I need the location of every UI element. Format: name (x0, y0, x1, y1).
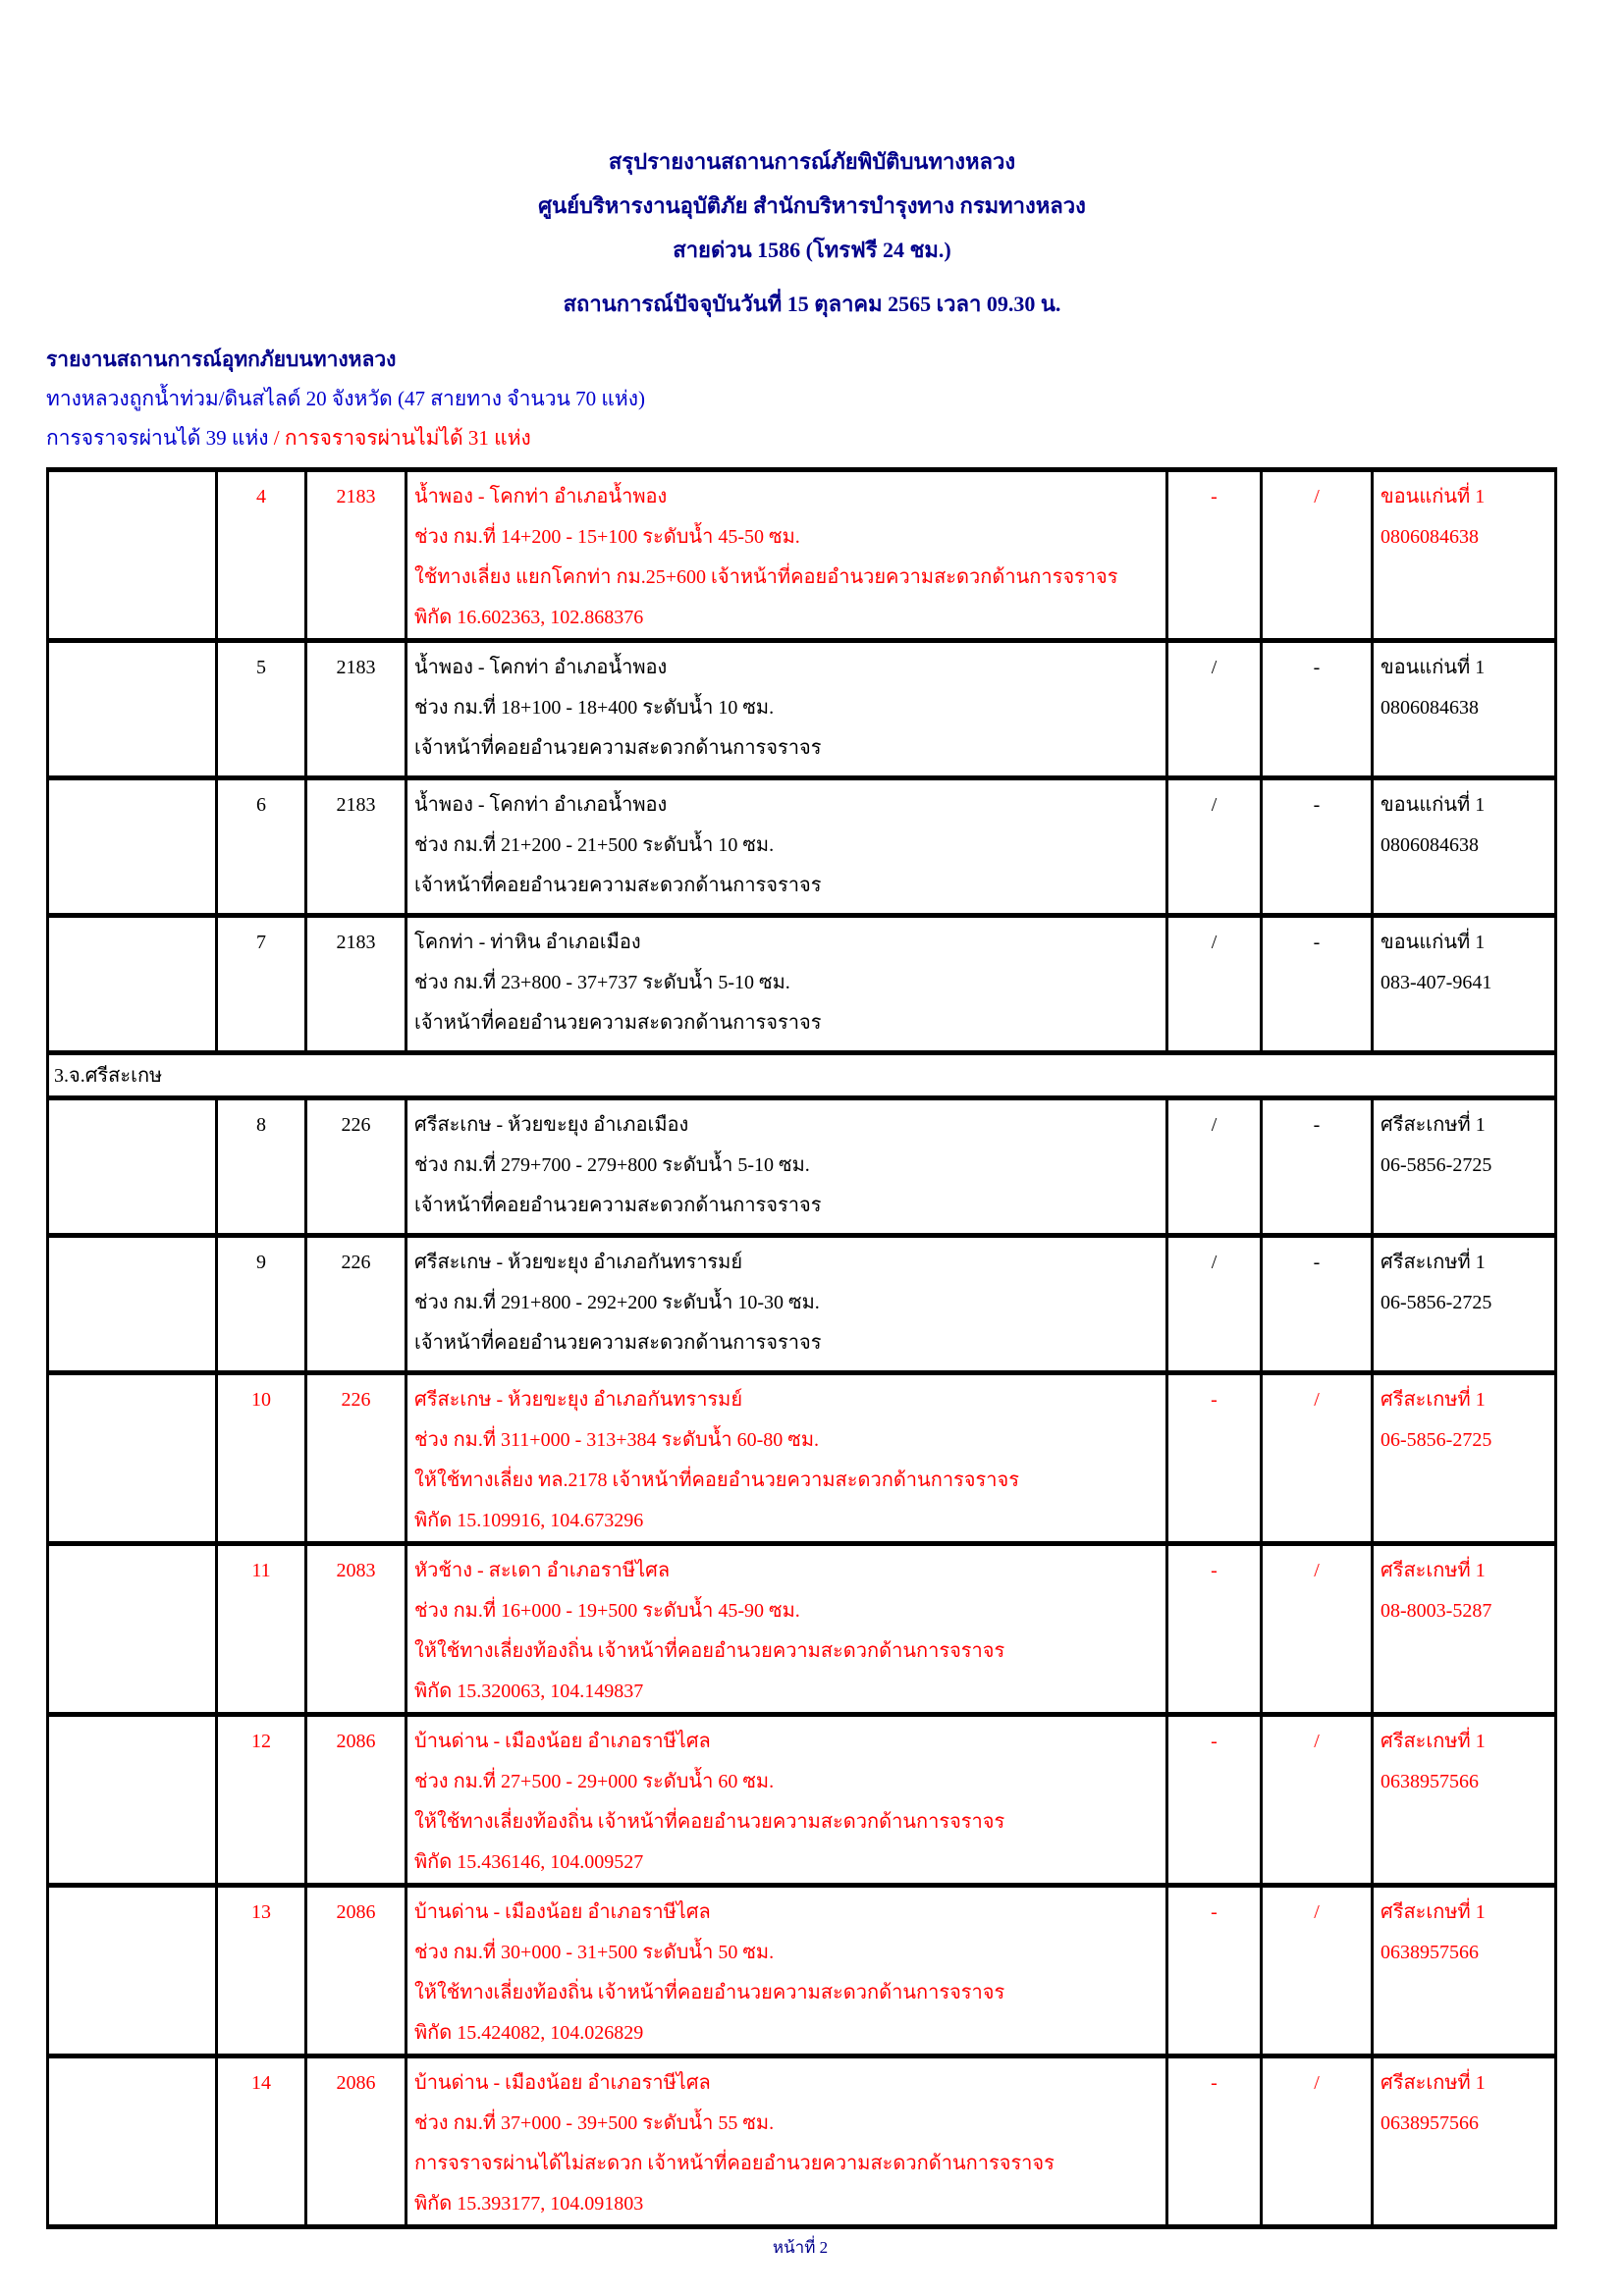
table-row (48, 641, 1556, 778)
text-line: 08-8003-5287 (1380, 1600, 1492, 1622)
intro-block (46, 340, 1624, 457)
cell-traffic-passable: - (1167, 470, 1262, 641)
intro-heading: รายงานสถานการณ์อุทกภัยบนทางหลวง (46, 347, 397, 371)
text-line: ให้ใช้ทางเลี่ยงท้องถิ่น เจ้าหน้าที่คอยอำนวยความสะดวกด้านการจราจร (414, 1640, 1005, 1662)
cell-sequence-number: 8 (217, 1098, 306, 1236)
text-line: ศรีสะเกษที่ 1 (1380, 1731, 1486, 1752)
intro-traffic-status (46, 418, 1624, 457)
traffic-impassable-count: / การจราจรผ่านไม่ได้ 31 แห่ง (273, 426, 531, 450)
text-line: ศรีสะเกษ - ห้วยขะยุง อำเภอเมือง (414, 1114, 689, 1136)
cell-traffic-passable: - (1167, 1373, 1262, 1544)
cell-route-number: 2183 (306, 778, 406, 916)
cell-route-number: 226 (306, 1098, 406, 1236)
cell-traffic-passable: - (1167, 1544, 1262, 1715)
text-line: 0638957566 (1380, 1942, 1479, 1963)
text-line: ช่วง กม.ที่ 311+000 - 313+384 ระดับน้ำ 60-80 ซม. (414, 1429, 820, 1451)
table-row (48, 2056, 1556, 2227)
text-line: 0638957566 (1380, 1771, 1479, 1792)
cell-province (48, 1236, 217, 1373)
cell-description (406, 2056, 1167, 2227)
text-line: ช่วง กม.ที่ 30+000 - 31+500 ระดับน้ำ 50 ซม. (414, 1942, 775, 1963)
cell-contact (1373, 641, 1556, 778)
text-line: ศรีสะเกษที่ 1 (1380, 1252, 1486, 1273)
cell-contact (1373, 1098, 1556, 1236)
text-line: ศรีสะเกษที่ 1 (1380, 2072, 1486, 2094)
cell-description (406, 916, 1167, 1053)
cell-traffic-impassable: / (1262, 1886, 1373, 2056)
cell-sequence-number: 12 (217, 1715, 306, 1886)
text-line: ศรีสะเกษที่ 1 (1380, 1114, 1486, 1136)
cell-traffic-impassable: - (1262, 1236, 1373, 1373)
cell-province (48, 1098, 217, 1236)
cell-description (406, 641, 1167, 778)
cell-contact (1373, 1715, 1556, 1886)
table-row (48, 1098, 1556, 1236)
text-line: น้ำพอง - โคกท่า อำเภอน้ำพอง (414, 657, 668, 678)
intro-summary: ทางหลวงถูกน้ำท่วม/ดินสไลด์ 20 จังหวัด (47 สายทาง จำนวน 70 แห่ง) (46, 387, 646, 410)
text-line: ศรีสะเกษที่ 1 (1380, 1560, 1486, 1581)
cell-traffic-impassable: / (1262, 1544, 1373, 1715)
cell-traffic-impassable: - (1262, 778, 1373, 916)
table-row (48, 1236, 1556, 1373)
cell-traffic-impassable: / (1262, 1715, 1373, 1886)
cell-traffic-impassable: - (1262, 916, 1373, 1053)
report-title: สรุปรายงานสถานการณ์ภัยพิบัติบนทางหลวง (608, 149, 1016, 174)
text-line: บ้านด่าน - เมืองน้อย อำเภอราษีไศล (414, 1901, 711, 1923)
cell-contact (1373, 1236, 1556, 1373)
cell-sequence-number: 9 (217, 1236, 306, 1373)
cell-description (406, 1236, 1167, 1373)
cell-route-number: 2083 (306, 1544, 406, 1715)
text-line: พิกัด 15.109916, 104.673296 (414, 1510, 644, 1531)
text-line: ขอนแก่นที่ 1 (1380, 657, 1486, 678)
cell-contact (1373, 778, 1556, 916)
cell-traffic-passable: - (1167, 1715, 1262, 1886)
cell-province (48, 778, 217, 916)
province-section-row (48, 1053, 1556, 1098)
cell-traffic-passable: / (1167, 1098, 1262, 1236)
cell-province (48, 1544, 217, 1715)
text-line: บ้านด่าน - เมืองน้อย อำเภอราษีไศล (414, 2072, 711, 2094)
text-line: ให้ใช้ทางเลี่ยงท้องถิ่น เจ้าหน้าที่คอยอำนวยความสะดวกด้านการจราจร (414, 1811, 1005, 1833)
cell-traffic-passable: / (1167, 778, 1262, 916)
text-line: หัวช้าง - สะเดา อำเภอราษีไศล (414, 1560, 671, 1581)
cell-description (406, 1544, 1167, 1715)
cell-province (48, 2056, 217, 2227)
text-line: เจ้าหน้าที่คอยอำนวยความสะดวกด้านการจราจร (414, 875, 822, 896)
cell-province (48, 1886, 217, 2056)
cell-province (48, 470, 217, 641)
traffic-passable-count: การจราจรผ่านได้ 39 แห่ง (46, 426, 274, 450)
cell-route-number: 226 (306, 1373, 406, 1544)
cell-sequence-number: 13 (217, 1886, 306, 2056)
cell-route-number: 2183 (306, 470, 406, 641)
cell-contact (1373, 1544, 1556, 1715)
cell-traffic-impassable: / (1262, 2056, 1373, 2227)
cell-route-number: 2183 (306, 641, 406, 778)
cell-traffic-passable: - (1167, 2056, 1262, 2227)
text-line: ให้ใช้ทางเลี่ยง ทล.2178 เจ้าหน้าที่คอยอำนวยความสะดวกด้านการจราจร (414, 1469, 1019, 1491)
text-line: ศรีสะเกษ - ห้วยขะยุง อำเภอกันทรารมย์ (414, 1389, 743, 1411)
cell-traffic-passable: / (1167, 641, 1262, 778)
cell-contact (1373, 470, 1556, 641)
cell-contact (1373, 1886, 1556, 2056)
text-line: การจราจรผ่านได้ไม่สะดวก เจ้าหน้าที่คอยอำนวยความสะดวกด้านการจราจร (414, 2153, 1055, 2174)
table-row (48, 1544, 1556, 1715)
text-line: พิกัด 15.424082, 104.026829 (414, 2022, 644, 2044)
cell-sequence-number: 7 (217, 916, 306, 1053)
cell-description (406, 1886, 1167, 2056)
cell-traffic-passable: - (1167, 1886, 1262, 2056)
cell-sequence-number: 5 (217, 641, 306, 778)
text-line: ช่วง กม.ที่ 23+800 - 37+737 ระดับน้ำ 5-10 ซม. (414, 972, 790, 993)
text-line: บ้านด่าน - เมืองน้อย อำเภอราษีไศล (414, 1731, 711, 1752)
cell-route-number: 2183 (306, 916, 406, 1053)
text-line: พิกัด 15.393177, 104.091803 (414, 2193, 644, 2215)
table-row (48, 1373, 1556, 1544)
cell-sequence-number: 11 (217, 1544, 306, 1715)
cell-description (406, 778, 1167, 916)
report-datetime: สถานการณ์ปัจจุบันวันที่ 15 ตุลาคม 2565 เวลา 09.30 น. (563, 292, 1061, 316)
text-line: พิกัด 15.436146, 104.009527 (414, 1851, 644, 1873)
text-line: เจ้าหน้าที่คอยอำนวยความสะดวกด้านการจราจร (414, 737, 822, 759)
table-row (48, 778, 1556, 916)
text-line: 0806084638 (1380, 697, 1479, 719)
text-line: พิกัด 15.320063, 104.149837 (414, 1681, 644, 1702)
page-number: หน้าที่ 2 (772, 2238, 829, 2257)
cell-description (406, 1715, 1167, 1886)
text-line: 06-5856-2725 (1380, 1154, 1492, 1176)
cell-province (48, 1373, 217, 1544)
cell-contact (1373, 2056, 1556, 2227)
table-row (48, 1715, 1556, 1886)
cell-route-number: 2086 (306, 2056, 406, 2227)
text-line: ขอนแก่นที่ 1 (1380, 794, 1486, 816)
cell-traffic-passable: / (1167, 1236, 1262, 1373)
text-line: น้ำพอง - โคกท่า อำเภอน้ำพอง (414, 486, 668, 507)
text-line: ช่วง กม.ที่ 291+800 - 292+200 ระดับน้ำ 10-30 ซม. (414, 1292, 820, 1313)
text-line: ศรีสะเกษที่ 1 (1380, 1389, 1486, 1411)
table-row (48, 1886, 1556, 2056)
text-line: ให้ใช้ทางเลี่ยงท้องถิ่น เจ้าหน้าที่คอยอำนวยความสะดวกด้านการจราจร (414, 1982, 1005, 2003)
text-line: ใช้ทางเลี่ยง แยกโคกท่า กม.25+600 เจ้าหน้าที่คอยอำนวยความสะดวกด้านการจราจร (414, 566, 1118, 588)
cell-contact (1373, 916, 1556, 1053)
text-line: เจ้าหน้าที่คอยอำนวยความสะดวกด้านการจราจร (414, 1332, 822, 1354)
cell-traffic-impassable: - (1262, 641, 1373, 778)
text-line: ขอนแก่นที่ 1 (1380, 932, 1486, 953)
province-section-label: 3.จ.ศรีสะเกษ (48, 1053, 1556, 1098)
cell-traffic-passable: / (1167, 916, 1262, 1053)
cell-description (406, 1373, 1167, 1544)
text-line: 083-407-9641 (1380, 972, 1492, 993)
text-line: ศรีสะเกษ - ห้วยขะยุง อำเภอกันทรารมย์ (414, 1252, 743, 1273)
text-line: ช่วง กม.ที่ 14+200 - 15+100 ระดับน้ำ 45-50 ซม. (414, 526, 800, 548)
text-line: ช่วง กม.ที่ 37+000 - 39+500 ระดับน้ำ 55 ซม. (414, 2112, 775, 2134)
cell-province (48, 916, 217, 1053)
cell-traffic-impassable: / (1262, 470, 1373, 641)
cell-sequence-number: 6 (217, 778, 306, 916)
report-header (0, 0, 1624, 326)
text-line: โคกท่า - ท่าหิน อำเภอเมือง (414, 932, 641, 953)
text-line: เจ้าหน้าที่คอยอำนวยความสะดวกด้านการจราจร (414, 1012, 822, 1034)
table-row (48, 916, 1556, 1053)
text-line: ช่วง กม.ที่ 16+000 - 19+500 ระดับน้ำ 45-90 ซม. (414, 1600, 800, 1622)
text-line: ช่วง กม.ที่ 21+200 - 21+500 ระดับน้ำ 10 ซม. (414, 834, 775, 856)
cell-route-number: 2086 (306, 1715, 406, 1886)
cell-sequence-number: 4 (217, 470, 306, 641)
text-line: ช่วง กม.ที่ 279+700 - 279+800 ระดับน้ำ 5-10 ซม. (414, 1154, 810, 1176)
text-line: น้ำพอง - โคกท่า อำเภอน้ำพอง (414, 794, 668, 816)
text-line: ขอนแก่นที่ 1 (1380, 486, 1486, 507)
cell-route-number: 226 (306, 1236, 406, 1373)
text-line: 0806084638 (1380, 834, 1479, 856)
table-row (48, 470, 1556, 641)
report-agency: ศูนย์บริหารงานอุบัติภัย สำนักบริหารบำรุงทาง กรมทางหลวง (538, 193, 1086, 218)
text-line: 0806084638 (1380, 526, 1479, 548)
cell-sequence-number: 14 (217, 2056, 306, 2227)
text-line: เจ้าหน้าที่คอยอำนวยความสะดวกด้านการจราจร (414, 1195, 822, 1216)
cell-province (48, 1715, 217, 1886)
text-line: ช่วง กม.ที่ 18+100 - 18+400 ระดับน้ำ 10 ซม. (414, 697, 775, 719)
text-line: 0638957566 (1380, 2112, 1479, 2134)
report-table-body (48, 470, 1556, 2227)
cell-route-number: 2086 (306, 1886, 406, 2056)
cell-description (406, 1098, 1167, 1236)
flood-report-table (46, 467, 1557, 2229)
hotline-info: สายด่วน 1586 (โทรฟรี 24 ชม.) (673, 238, 951, 262)
cell-province (48, 641, 217, 778)
text-line: 06-5856-2725 (1380, 1429, 1492, 1451)
text-line: ศรีสะเกษที่ 1 (1380, 1901, 1486, 1923)
text-line: 06-5856-2725 (1380, 1292, 1492, 1313)
cell-contact (1373, 1373, 1556, 1544)
cell-traffic-impassable: / (1262, 1373, 1373, 1544)
text-line: ช่วง กม.ที่ 27+500 - 29+000 ระดับน้ำ 60 ซม. (414, 1771, 775, 1792)
cell-sequence-number: 10 (217, 1373, 306, 1544)
text-line: พิกัด 16.602363, 102.868376 (414, 607, 644, 628)
cell-traffic-impassable: - (1262, 1098, 1373, 1236)
cell-description (406, 470, 1167, 641)
